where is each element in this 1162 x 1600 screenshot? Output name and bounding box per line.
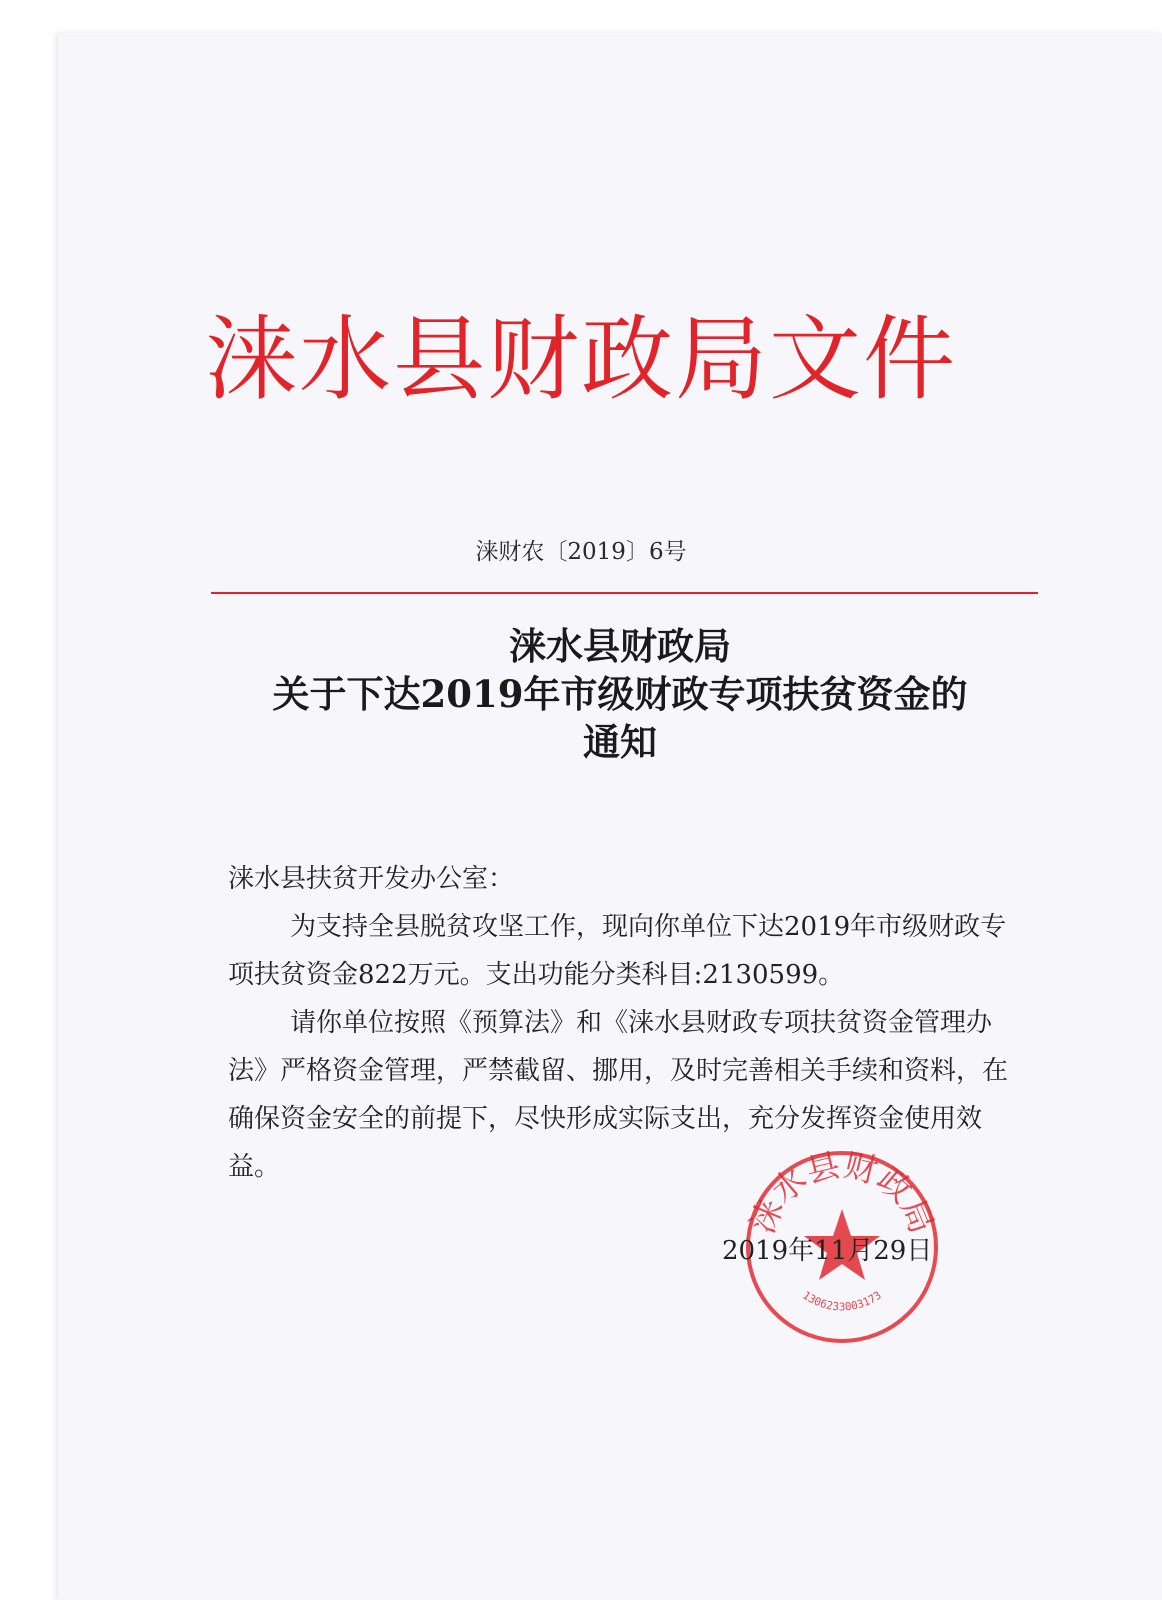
title-line-3: 通知 <box>583 720 657 764</box>
svg-text:1306233003173 <box>800 1289 884 1314</box>
notice-body <box>228 855 1008 1191</box>
seal-text: 涞水县财政局 <box>742 1147 942 1239</box>
addressee: 涞水县扶贫开发办公室： <box>228 864 515 894</box>
document-number: 涞财农〔2019〕6号 <box>475 539 687 565</box>
title-line-1: 涞水县财政局 <box>509 624 731 668</box>
seal-serial: 1306233003173 <box>800 1288 884 1314</box>
body-paragraph-1: 为支持全县脱贫攻坚工作，现向你单位下达2019年市级财政专项扶贫资金822万元。支出功能分类科目:2130599。 <box>228 912 1007 990</box>
red-divider-line <box>211 592 1038 594</box>
body-paragraph-2: 请你单位按照《预算法》和《涞水县财政专项扶贫资金管理办法》严格资金管理，严禁截留、挪用，及时完善相关手续和资料，在确保资金安全的前提下，尽快形成实际支出，充分发挥资金使用效益。 <box>228 1008 1009 1182</box>
document-sheet <box>58 33 1162 1600</box>
title-line-2: 关于下达2019年市级财政专项扶贫资金的 <box>272 672 968 716</box>
letterhead-title: 涞水县财政局文件 <box>204 306 957 413</box>
notice-title <box>200 622 1040 766</box>
issue-date: 2019年11月29日 <box>722 1236 933 1266</box>
